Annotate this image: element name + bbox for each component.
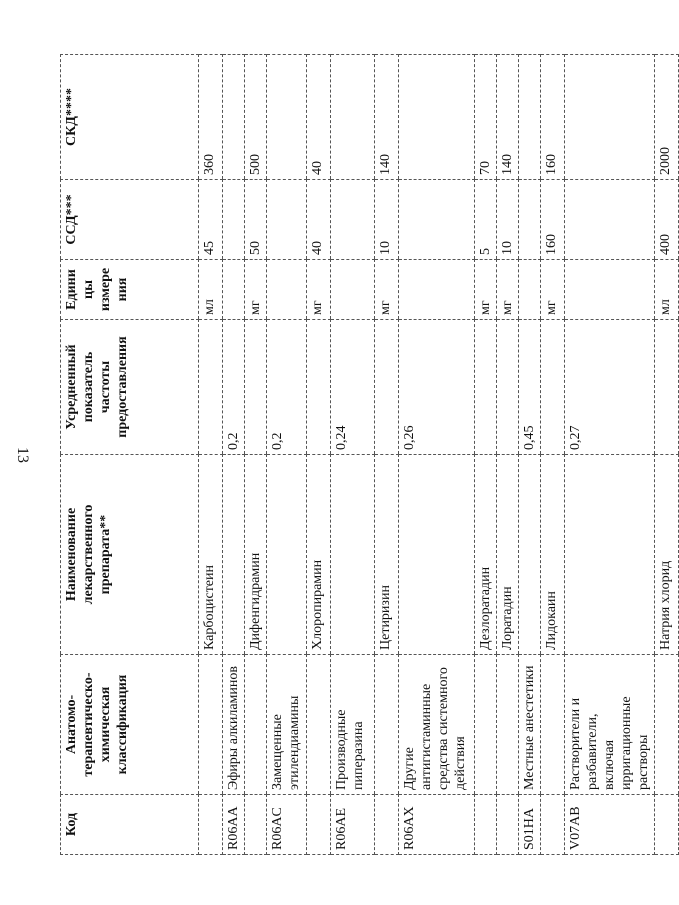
column-header-line: классификация: [115, 674, 130, 775]
cell-code: [245, 795, 267, 855]
column-header-skd: [61, 55, 199, 180]
cell-skd: 160: [541, 55, 565, 180]
cell-code: V07AB: [565, 795, 655, 855]
table-row: [497, 55, 519, 855]
table-row: [307, 55, 331, 855]
cell-avg: 0,2: [223, 320, 245, 455]
cell-skd: 360: [199, 55, 223, 180]
cell-skd: 70: [475, 55, 497, 180]
cell-avg: 0,2: [267, 320, 307, 455]
cell-drug: Цетиризин: [375, 455, 399, 655]
cell-atc: [199, 655, 223, 795]
table-row: [223, 55, 245, 855]
cell-avg: [245, 320, 267, 455]
cell-skd: [519, 55, 541, 180]
column-header-line: Едини: [64, 269, 79, 310]
atc-line: Производные: [334, 709, 349, 790]
cell-atc: [565, 655, 655, 795]
atc-line: средства системного: [436, 667, 451, 790]
cell-code: [199, 795, 223, 855]
column-header-line: измере: [98, 267, 113, 312]
page-number: 13: [14, 447, 31, 463]
cell-skd: [331, 55, 375, 180]
column-header-line: Код: [64, 812, 79, 837]
cell-drug: Лоратадин: [497, 455, 519, 655]
cell-code: [307, 795, 331, 855]
cell-ssd: [565, 180, 655, 260]
column-header-line: показатель: [81, 351, 96, 423]
atc-line: разбавители,: [585, 713, 600, 790]
atc-line: растворы: [636, 734, 651, 790]
cell-ssd: [519, 180, 541, 260]
cell-avg: 0,24: [331, 320, 375, 455]
cell-ssd: 40: [307, 180, 331, 260]
column-header-line: препарата**: [98, 514, 113, 595]
cell-skd: 140: [375, 55, 399, 180]
atc-line: Замещенные: [270, 714, 285, 790]
table-row: [655, 55, 679, 855]
cell-unit: [331, 260, 375, 320]
column-header-line: цы: [81, 280, 96, 299]
cell-atc: [223, 655, 245, 795]
table-row: [199, 55, 223, 855]
cell-code: [475, 795, 497, 855]
cell-ssd: [223, 180, 245, 260]
cell-drug: Дезлоратадин: [475, 455, 497, 655]
cell-code: R06AA: [223, 795, 245, 855]
table-row: [565, 55, 655, 855]
cell-ssd: 5: [475, 180, 497, 260]
cell-unit: мг: [375, 260, 399, 320]
cell-drug: [331, 455, 375, 655]
cell-atc: [331, 655, 375, 795]
column-header-line: частоты: [98, 360, 113, 414]
cell-avg: 0,27: [565, 320, 655, 455]
column-header-line: ния: [115, 277, 130, 302]
cell-avg: [475, 320, 497, 455]
column-header-line: терапевтическо-: [81, 672, 96, 777]
atc-line: включая: [602, 739, 617, 790]
cell-drug: Натрия хлорид: [655, 455, 679, 655]
column-header-line: химическая: [98, 686, 113, 763]
column-header-line: ССД***: [64, 194, 79, 245]
column-header-atc: [61, 655, 199, 795]
table-body: [199, 55, 679, 855]
table-row: [475, 55, 497, 855]
atc-line: этилендиамины: [287, 695, 302, 790]
cell-unit: мл: [655, 260, 679, 320]
cell-drug: Карбоцистеин: [199, 455, 223, 655]
cell-code: S01HA: [519, 795, 541, 855]
drug-table: [60, 54, 679, 855]
cell-unit: мг: [497, 260, 519, 320]
cell-ssd: [331, 180, 375, 260]
cell-skd: 140: [497, 55, 519, 180]
cell-unit: [565, 260, 655, 320]
cell-skd: [267, 55, 307, 180]
cell-avg: [655, 320, 679, 455]
cell-code: [497, 795, 519, 855]
cell-unit: мг: [475, 260, 497, 320]
table-row: [519, 55, 541, 855]
table-row: [267, 55, 307, 855]
column-header-ssd: [61, 180, 199, 260]
table-row: [399, 55, 475, 855]
cell-ssd: 10: [497, 180, 519, 260]
cell-unit: [267, 260, 307, 320]
cell-ssd: [267, 180, 307, 260]
cell-ssd: 400: [655, 180, 679, 260]
table-row: [375, 55, 399, 855]
cell-avg: [497, 320, 519, 455]
cell-drug: Дифенгидрамин: [245, 455, 267, 655]
table-row: [331, 55, 375, 855]
cell-skd: [565, 55, 655, 180]
cell-atc: [655, 655, 679, 795]
cell-unit: [223, 260, 245, 320]
column-header-drug: [61, 455, 199, 655]
atc-line: пиперазина: [351, 721, 366, 790]
cell-atc: [497, 655, 519, 795]
table-row: [541, 55, 565, 855]
cell-unit: [399, 260, 475, 320]
cell-unit: мг: [307, 260, 331, 320]
atc-line: антигистаминные: [419, 683, 434, 790]
column-header-line: Наименование лекарственного: [64, 504, 96, 605]
cell-drug: [223, 455, 245, 655]
cell-avg: [541, 320, 565, 455]
cell-skd: [399, 55, 475, 180]
atc-line: Местные анестетики: [522, 665, 537, 790]
cell-ssd: 45: [199, 180, 223, 260]
atc-line: Другие: [402, 747, 417, 790]
cell-avg: 0,45: [519, 320, 541, 455]
cell-atc: [475, 655, 497, 795]
cell-skd: 2000: [655, 55, 679, 180]
cell-unit: мл: [199, 260, 223, 320]
cell-unit: мг: [245, 260, 267, 320]
cell-atc: [245, 655, 267, 795]
cell-drug: [519, 455, 541, 655]
column-header-line: СКД****: [64, 88, 79, 146]
cell-skd: 500: [245, 55, 267, 180]
cell-code: [655, 795, 679, 855]
cell-avg: [199, 320, 223, 455]
column-header-line: Усредненный: [64, 344, 79, 430]
cell-atc: [375, 655, 399, 795]
cell-unit: [519, 260, 541, 320]
cell-avg: [307, 320, 331, 455]
cell-drug: Хлоропирамин: [307, 455, 331, 655]
atc-line: Эфиры алкиламинов: [226, 666, 241, 790]
cell-atc: [399, 655, 475, 795]
column-header-line: Анатомо-: [64, 694, 79, 755]
cell-drug: Лидокаин: [541, 455, 565, 655]
cell-code: [375, 795, 399, 855]
cell-avg: [375, 320, 399, 455]
cell-ssd: 10: [375, 180, 399, 260]
cell-drug: [565, 455, 655, 655]
rotated-document: [60, 55, 673, 855]
cell-drug: [399, 455, 475, 655]
cell-ssd: [399, 180, 475, 260]
cell-code: R06AX: [399, 795, 475, 855]
cell-skd: [223, 55, 245, 180]
column-header-unit: [61, 260, 199, 320]
cell-code: [541, 795, 565, 855]
cell-ssd: 50: [245, 180, 267, 260]
atc-line: действия: [453, 736, 468, 790]
cell-skd: 40: [307, 55, 331, 180]
column-header-avg: [61, 320, 199, 455]
cell-atc: [267, 655, 307, 795]
cell-avg: 0,26: [399, 320, 475, 455]
cell-ssd: 160: [541, 180, 565, 260]
cell-code: R06AE: [331, 795, 375, 855]
cell-unit: мг: [541, 260, 565, 320]
column-header-code: [61, 795, 199, 855]
cell-atc: [541, 655, 565, 795]
atc-line: Растворители и: [568, 697, 583, 790]
table-header-row: [61, 55, 199, 855]
cell-code: R06AC: [267, 795, 307, 855]
cell-atc: [307, 655, 331, 795]
atc-line: ирригационные: [619, 696, 634, 790]
cell-drug: [267, 455, 307, 655]
column-header-line: предоставления: [115, 336, 130, 438]
table-row: [245, 55, 267, 855]
cell-atc: [519, 655, 541, 795]
